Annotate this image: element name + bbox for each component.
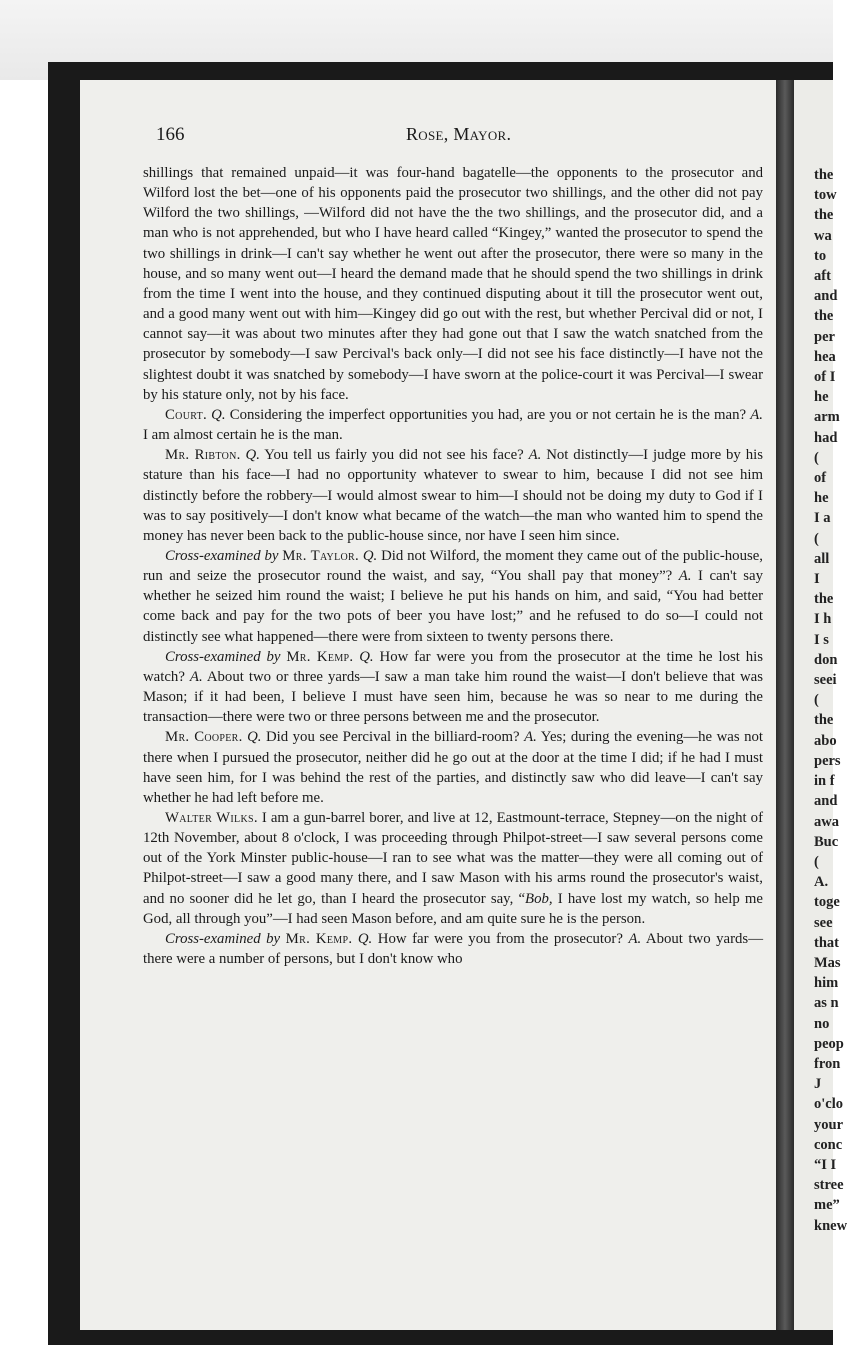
paragraph [143,546,763,647]
paragraph-text: Did you see Percival in the billiard-room? [261,729,525,746]
adjacent-line-fragment: o'clo [814,1096,843,1113]
adjacent-line-fragment: pers [814,752,841,769]
paragraph [143,647,763,728]
paragraph-text: A. [750,406,763,423]
adjacent-line-fragment: of [814,470,827,487]
paragraph [143,405,763,445]
page-header [156,124,776,148]
paragraph [143,445,763,546]
adjacent-line-fragment: A. [814,874,829,891]
paragraph-text: A. [528,447,542,464]
adjacent-line-fragment: to [814,247,827,264]
paragraph-text: A. [628,930,642,947]
adjacent-line-fragment: seei [814,672,837,689]
adjacent-line-fragment: Buc [814,833,839,850]
adjacent-page-text [794,80,847,1236]
paragraph-text: Q. [357,930,373,947]
paragraph-text: A. [524,729,537,746]
adjacent-line-fragment: me” [814,1197,840,1214]
adjacent-line-fragment: the [814,167,834,183]
adjacent-line-fragment: ( [814,449,819,466]
adjacent-line-fragment: your [814,1116,843,1133]
paragraph-text: I am almost certain he is the man. [143,427,343,444]
adjacent-line-fragment: had [814,429,838,446]
adjacent-line-fragment: peop [814,1035,844,1052]
paragraph-text: Cross-examined by [165,648,281,665]
paragraph-text: Q. [362,547,378,564]
paragraph-text: Not distinctly—I judge more by his stature than his face—I had no opportunity whatever to swear to him, because I did not see him distinctly before the robbery—I would almost swear to him—I should not be doing my duty to God if I was to say positively—I don't know what became of the watch—the man who wanted him to spend the money has never been back to the public-house since, nor have I seen him since. [143,447,763,544]
adjacent-line-fragment: he [814,389,829,406]
paragraph-text: About two or three yards—I saw a man take him round the waist—I don't believe that was Mason; if it had been, I believe I must have seen him, because he was so near to me during the transaction—there were two or three persons between me and the prosecutor. [143,668,763,726]
paragraph-text: Mr. Kemp. [285,930,353,947]
paragraph-text: Q. [359,648,374,665]
paragraph-text: I am a gun-barrel borer, and live at 12, Eastmount-terrace, Stepney—on the night of 12th November, about 8 o'clock, I was proceeding through Philpot-street—I saw several persons come out of the York Minster public-house—I ran to see what was the matter—they were all coming out of Philpot-street—I saw a good many there, and I saw Mason with his arms round the prosecutor's waist, and no sooner did he let go, than I heard the prosecutor say, “ [143,810,764,907]
adjacent-line-fragment: toge [814,894,840,911]
paragraph-text: A. [189,668,203,685]
paragraph-text: Q. [247,729,262,746]
paragraph-text: How far were you from the prosecutor? [372,930,629,947]
paragraph-text: shillings that remained unpaid—it was four-hand bagatelle—the opponents to the prosecutor and Wilford lost the bet—one of his opponents paid the prosecutor two shillings, and the other did not pay Wilford the two shillings, —Wilford did not have the the two shillings, and the prosecutor did, and a man who is not apprehended, but who I have heard called “Kingey,” wanted the prosecutor to spend the two shillings in drink—I can't say whether he went out after the prosecutor, there were so many in the house, and so many went out—I heard the demand made that he should spend the two shillings in drink from the time I went into the house, and they continued disputing about it till the prosecutor went out, and a good many went out with him—Kingey did go out with the rest, but whether Percival did or not, I cannot say—it was about two minutes after they had gone out that I saw the watch snatched from the prosecutor by somebody—I saw Percival's back only—I did not see his face distinctly—I have not the slightest doubt it was snatched by somebody—I have sworn at the police-court it was Percival—I swear by his stature only, not by his face. [143,165,763,403]
adjacent-line-fragment: awa [814,813,839,830]
paragraph-text: Did not Wilford, the moment they came out of the public-house, run and seize the prosecutor round the waist, and say, “You shall pay that money”? [143,547,763,585]
adjacent-page-edge [794,80,847,1330]
paragraph-text: Yes; during the evening—he was not there when I pursued the prosecutor, neither did he go out at the door at the time I did; if he had I must have seen him, for I was behind the rest of the parties, and distinctly saw who did leave—I can't say whether he had left before me. [143,729,763,806]
adjacent-line-fragment: that [814,934,839,951]
adjacent-line-fragment: J [814,1076,822,1093]
paragraph-text: Bob, [525,890,553,907]
paragraph-text: Cross-examined by [165,547,279,564]
adjacent-line-fragment: don [814,651,838,668]
adjacent-line-fragment: I s [814,631,829,648]
adjacent-line-fragment: per [814,328,835,345]
adjacent-line-fragment: I h [814,611,832,628]
adjacent-line-fragment: wa [814,227,832,244]
paragraph-text: Q. [245,447,260,464]
adjacent-line-fragment: the [814,712,834,729]
paragraph-text: Mr. Ribton. [165,447,241,464]
adjacent-line-fragment: and [814,288,838,305]
paragraph [143,808,763,929]
adjacent-line-fragment: ( [814,530,819,547]
paragraph [143,727,763,808]
paragraph-text: Court. [165,406,207,423]
adjacent-line-fragment: all [814,550,830,567]
page-body [143,163,763,969]
adjacent-line-fragment: the [814,591,834,608]
paragraph-text: Walter Wilks. [165,810,258,826]
adjacent-line-fragment: arm [814,409,840,426]
adjacent-line-fragment: tow [814,187,837,204]
adjacent-line-fragment: in f [814,773,835,790]
paragraph-text: About two yards—there were a number of persons, but I don't know who [143,930,763,968]
adjacent-line-fragment: stree [814,1177,844,1194]
adjacent-line-fragment: he [814,490,829,507]
adjacent-line-fragment: him [814,975,839,992]
paragraph-text: I have lost my watch, so help me God, all through you”—I had seen Mason before, and am quite sure he is the person. [143,890,763,927]
paragraph-text: You tell us fairly you did not see his face? [259,447,529,464]
paragraph [143,163,763,405]
paragraph-text: I can't say whether he seized him round the waist; I believe he put his hands on him, and said, “You had better come back and pay for the two pots of beer you have lost;” and he refused to do so—I could not distinctly see what happened—there were from sixteen to twenty persons there. [143,568,764,645]
adjacent-line-fragment: ( [814,853,819,870]
adjacent-line-fragment: I a [814,510,831,527]
adjacent-line-fragment: of I [814,369,836,386]
adjacent-line-fragment: hea [814,348,836,365]
paragraph [143,929,763,969]
adjacent-line-fragment: aft [814,268,831,285]
adjacent-line-fragment: fron [814,1055,841,1072]
book-page [80,80,780,1330]
adjacent-line-fragment: abo [814,732,837,749]
adjacent-line-fragment: and [814,793,838,810]
adjacent-line-fragment: no [814,1015,830,1032]
running-head: Rose, Mayor. [406,124,512,144]
paragraph-text: How far were you from the prosecutor at the time he lost his watch? [143,648,764,685]
paragraph-text: Considering the imperfect opportunities you had, are you or not certain he is the man? [225,406,751,423]
adjacent-line-fragment: the [814,308,834,325]
book-gutter [776,80,794,1330]
adjacent-line-fragment: as n [814,995,839,1012]
adjacent-line-fragment: ( [814,692,819,709]
paragraph-text: Mr. Kemp. [286,648,354,665]
page-number: 166 [156,124,185,145]
adjacent-line-fragment: the [814,207,834,224]
adjacent-line-fragment: Mas [814,954,841,971]
adjacent-line-fragment: knew [814,1217,847,1234]
adjacent-line-fragment: conc [814,1136,843,1153]
paragraph-text: Q. [211,406,226,423]
paragraph-text: Mr. Cooper. [165,729,243,746]
adjacent-line-fragment: I [814,571,820,588]
paragraph-text: Mr. Taylor. [282,547,359,564]
adjacent-line-fragment: see [814,914,833,931]
adjacent-line-fragment: “I I [814,1156,837,1173]
paragraph-text: A. [678,568,692,585]
paragraph-text: Cross-examined by [165,930,281,947]
